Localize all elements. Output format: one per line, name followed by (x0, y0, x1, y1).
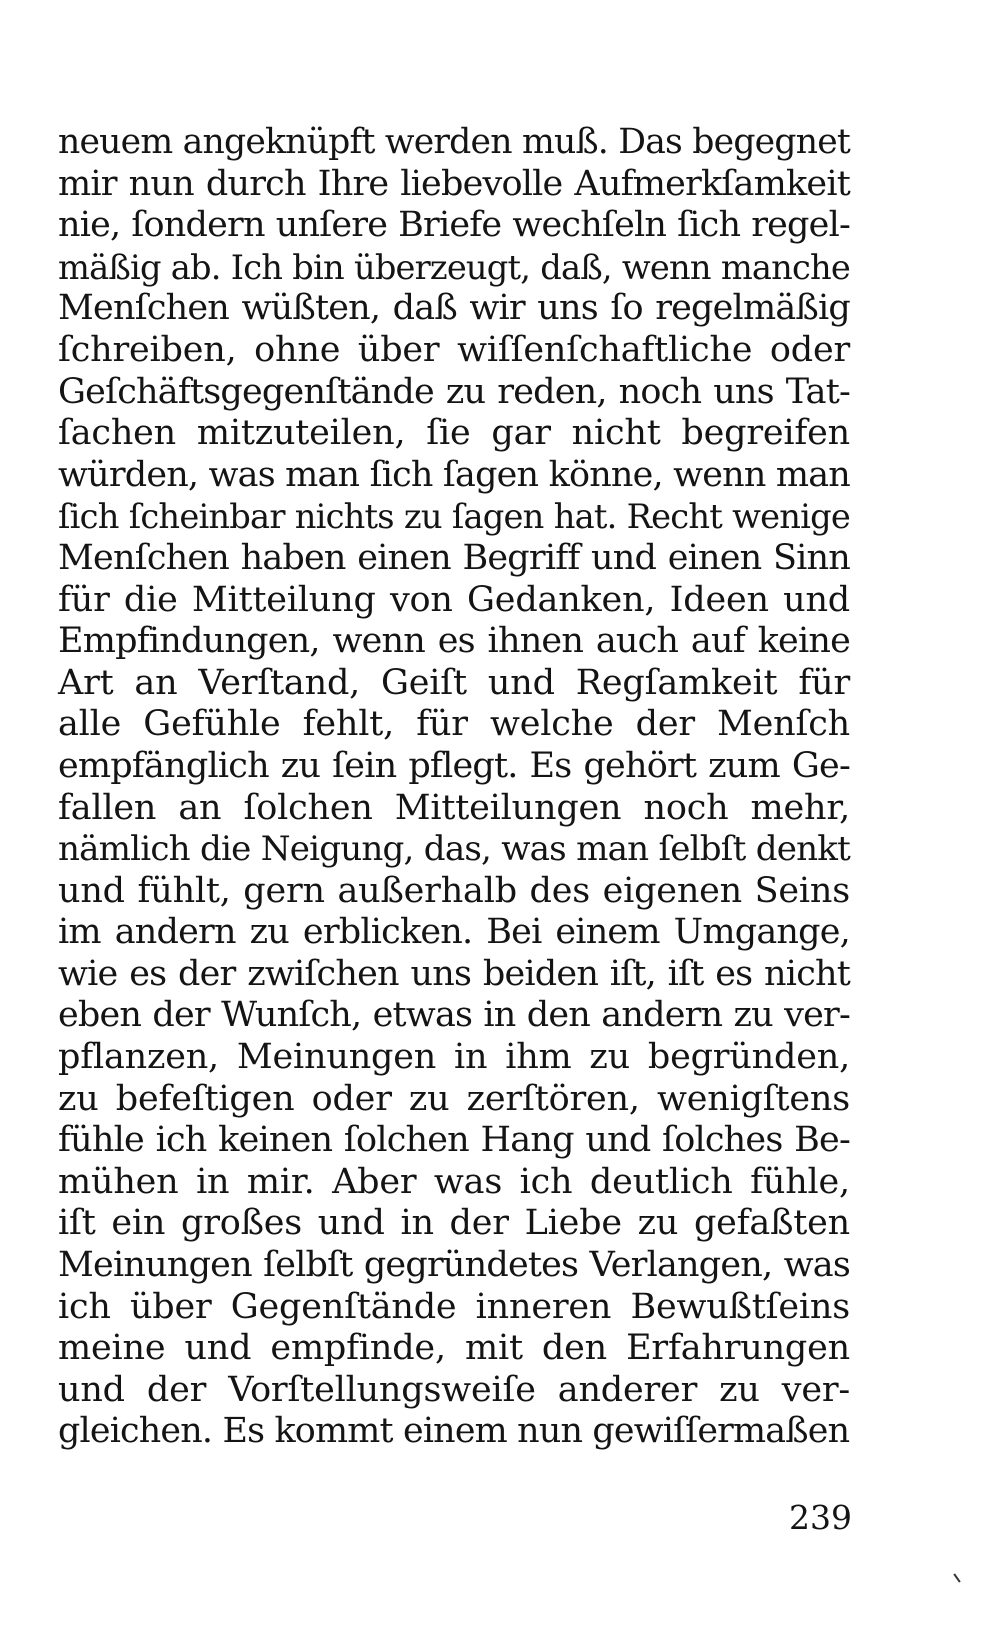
text-line: Menſchen haben einen Begriff und einen Sinn (58, 537, 850, 578)
text-line: mir nun durch Ihre liebevolle Aufmerkſamkeit (58, 163, 850, 204)
text-line: Menſchen wüßten, daß wir uns ſo regelmäßig (58, 288, 850, 329)
text-line: Meinungen ſelbſt gegründetes Verlangen, was (58, 1245, 850, 1286)
text-line: neuem angeknüpft werden muß. Das begegnet (58, 122, 850, 162)
text-line: würden, was man ſich ſagen könne, wenn man (58, 454, 850, 495)
text-line: und fühlt, gern außerhalb des eigenen Seins (58, 870, 850, 911)
text-line: nämlich die Neigung, das, was man ſelbſt denkt (58, 829, 850, 870)
text-line: ſachen mitzuteilen, ſie gar nicht begreifen (58, 413, 850, 454)
text-line: Geſchäftsgegenſtände zu reden, noch uns Tat- (58, 371, 850, 412)
body-text (58, 122, 850, 1453)
text-line: eben der Wunſch, etwas in den andern zu ver- (58, 995, 850, 1036)
text-line: mühen in mir. Aber was ich deutlich fühle, (58, 1161, 850, 1202)
text-line: fühle ich keinen ſolchen Hang und ſolches Be- (58, 1120, 850, 1161)
text-line: ich über Gegenſtände inneren Bewußtſeins (58, 1286, 850, 1327)
text-line: mäßig ab. Ich bin überzeugt, daß, wenn manche (58, 247, 850, 287)
text-line: empfänglich zu ſein pflegt. Es gehört zum Ge- (58, 745, 850, 786)
text-line: zu befeſtigen oder zu zerſtören, wenigſtens (58, 1078, 850, 1119)
text-line: pflanzen, Meinungen in ihm zu begründen, (58, 1037, 850, 1078)
text-line: iſt ein großes und in der Liebe zu gefaßten (58, 1203, 850, 1244)
text-line: ſich ſcheinbar nichts zu ſagen hat. Recht wenige (58, 497, 850, 537)
text-line: nie, ſondern unſere Briefe wechſeln ſich regel- (58, 205, 850, 246)
text-line: für die Mitteilung von Gedanken, Ideen und (58, 579, 850, 620)
scan-speck (953, 1573, 960, 1582)
text-line: alle Gefühle fehlt, für welche der Menſch (58, 704, 850, 745)
text-line: und der Vorſtellungsweiſe anderer zu ver- (58, 1369, 850, 1410)
text-line: wie es der zwiſchen uns beiden iſt, iſt es nicht (58, 953, 850, 994)
text-line: meine und empfinde, mit den Erfahrungen (58, 1328, 850, 1369)
text-line: ſchreiben, ohne über wiſſenſchaftliche oder (58, 329, 850, 370)
text-line: fallen an ſolchen Mitteilungen noch mehr, (58, 787, 850, 828)
text-line: im andern zu erblicken. Bei einem Umgange, (58, 912, 850, 953)
page-number: 239 (789, 1498, 852, 1537)
text-line: Empfindungen, wenn es ihnen auch auf keine (58, 621, 850, 662)
text-line: gleichen. Es kommt einem nun gewiſſermaßen (58, 1411, 850, 1452)
text-line: Art an Verſtand, Geiſt und Regſamkeit für (58, 662, 850, 703)
